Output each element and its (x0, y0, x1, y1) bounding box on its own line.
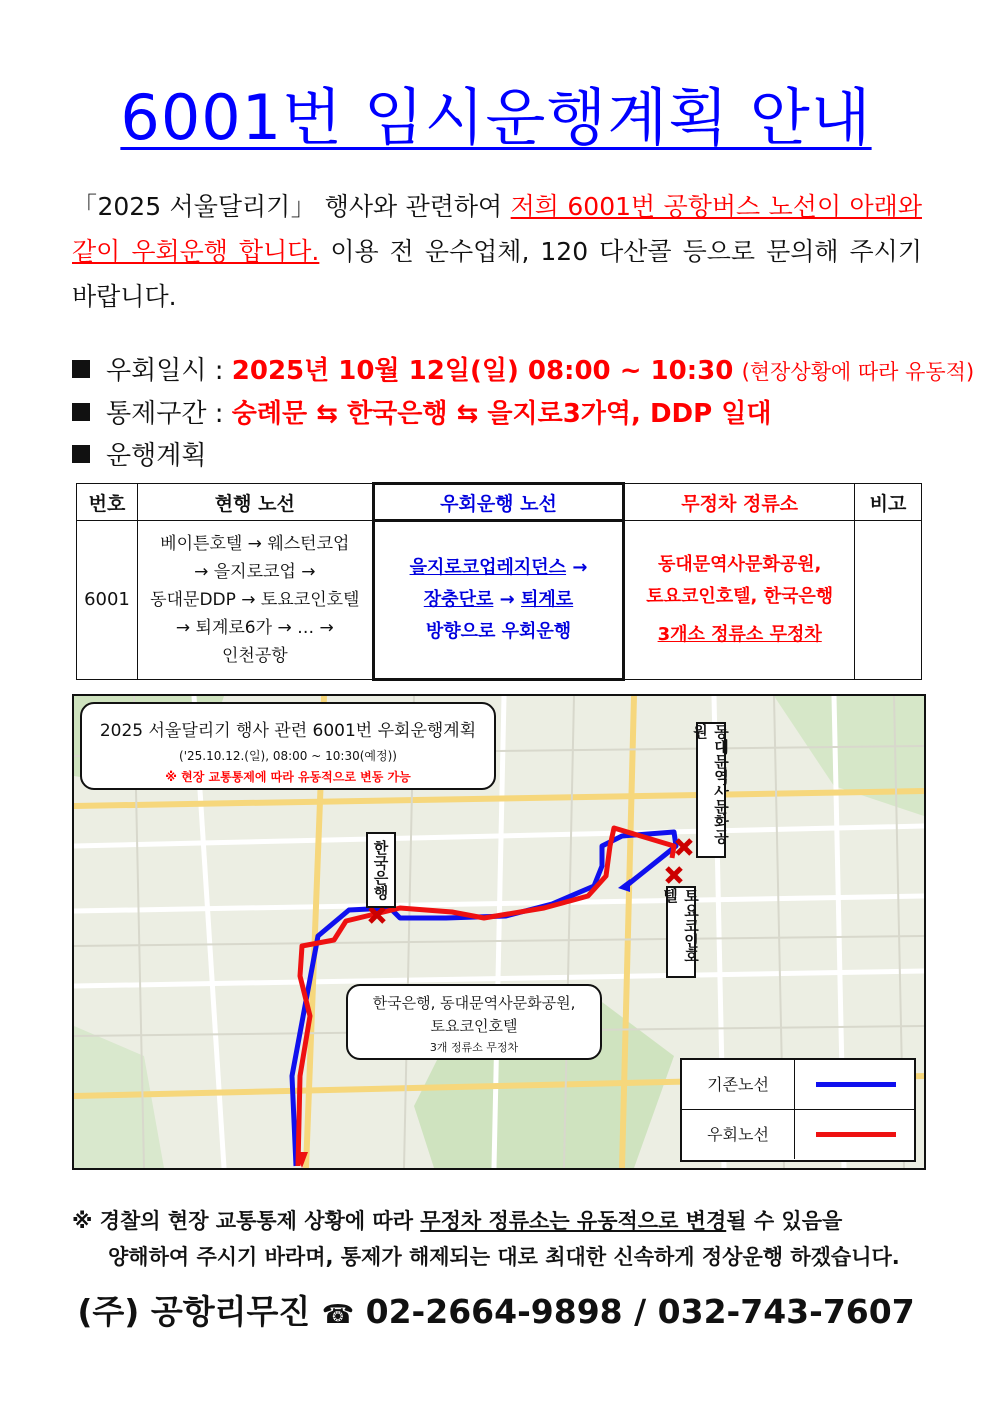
stops-line: 한국은행, 동대문역사문화공원, (372, 994, 576, 1012)
remarks-cell (855, 521, 922, 680)
label-toyoko: 토요코인호텔 (666, 886, 696, 978)
legend-existing-label: 기존노선 (682, 1060, 795, 1109)
intro-detour-notice: 저희 6001번 공항버스 노선이 아래와 같이 우회운행 합니다. (72, 192, 922, 266)
map-header-callout (80, 702, 496, 790)
legend-detour (682, 1110, 914, 1159)
label-bank: 한국은행 (366, 832, 396, 908)
map-header-warning: ※ 현장 교통통제에 따라 유동적으로 변동 가능 (165, 770, 411, 784)
control-section-value: 숭례문 ⇆ 한국은행 ⇆ 을지로3가역, DDP 일대 (231, 399, 772, 429)
footnote-mark: ※ (72, 1209, 93, 1233)
footnote (72, 1203, 922, 1275)
nonstop-stops (624, 521, 855, 680)
header-number: 번호 (77, 484, 138, 521)
current-route-line: 베이튼호텔 → 웨스턴코업 (160, 534, 350, 554)
contact-line (0, 1286, 992, 1333)
event-name: 「2025 서울달리기」 (72, 192, 317, 221)
stops-line: 토요코인호텔 (430, 1017, 518, 1035)
arrow: → (499, 589, 515, 610)
nonstop-line: 동대문역사문화공원, (658, 554, 822, 575)
intro-text-1: 행사와 관련하여 (324, 192, 503, 221)
legend-existing (682, 1060, 914, 1110)
colon: : (214, 356, 224, 386)
colon: : (214, 399, 224, 429)
footnote-text-d: 양해하여 주시기 바라며, 통제가 해제되는 대로 최대한 신속하게 정상운행 하겠습니다. (108, 1245, 900, 1269)
map-header-date: ('25.10.12.(일), 08:00 ~ 10:30(예정)) (179, 749, 397, 763)
footnote-text-c: 될 수 있음을 (726, 1209, 843, 1233)
map-legend (680, 1058, 916, 1162)
control-section-item (72, 393, 771, 430)
header-nonstop: 무정차 정류소 (624, 484, 855, 521)
table-header-row (77, 484, 922, 521)
nonstop-stops-callout (346, 984, 602, 1060)
bullet-square-icon (72, 360, 90, 378)
current-route-line: → 을지로코업 → (194, 562, 316, 582)
header-current-route: 현행 노선 (137, 484, 373, 521)
operation-plan-item (72, 435, 206, 472)
detour-route (373, 521, 624, 680)
route-map (72, 694, 926, 1170)
phone-icon: ☎ (321, 1300, 355, 1330)
current-route-line: → 퇴계로6가 → … → (175, 618, 334, 638)
detour-date-note: (현장상황에 따라 유동적) (741, 360, 975, 384)
detour-road-2: 퇴계로 (521, 589, 574, 610)
current-route-line: 동대문DDP → 토요코인호텔 (150, 590, 360, 610)
route-number: 6001 (77, 521, 138, 680)
company-name: (주) 공항리무진 (77, 1292, 311, 1331)
operation-plan-label: 운행계획 (106, 441, 207, 471)
control-section-label: 통제구간 (106, 399, 207, 429)
header-detour-route: 우회운행 노선 (373, 484, 624, 521)
detour-stop-1: 을지로코업레지던스 (409, 557, 567, 578)
nonstop-count: 3개소 정류소 무정차 (657, 624, 822, 645)
intro-text-2: 이용 전 운수업체, 120 다산콜 등으로 문의해 주시기 바랍니다. (72, 237, 922, 311)
footnote-nonstop-change: 무정차 정류소는 유동적으로 변경 (420, 1209, 727, 1233)
legend-detour-swatch (816, 1132, 896, 1137)
table-row (77, 521, 922, 680)
current-route (137, 521, 373, 680)
detour-date-item (72, 350, 974, 387)
footnote-text-a: 경찰의 현장 교통통제 상황에 따라 (99, 1209, 413, 1233)
header-remarks: 비고 (855, 484, 922, 521)
bullet-square-icon (72, 403, 90, 421)
nonstop-line: 토요코인호텔, 한국은행 (646, 586, 834, 607)
stops-count: 3개 정류소 무정차 (429, 1041, 519, 1054)
detour-road-1: 장충단로 (423, 589, 494, 610)
page-title: 6001번 임시운행계획 안내 (120, 81, 872, 154)
phone-numbers: 02-2664-9898 / 032-743-7607 (365, 1292, 915, 1331)
detour-direction: 방향으로 우회운행 (425, 621, 572, 642)
current-route-line: 인천공항 (221, 646, 288, 666)
legend-existing-swatch (816, 1082, 896, 1087)
bullet-square-icon (72, 445, 90, 463)
label-ddp: 동대문역사문화공원 (696, 722, 726, 858)
detour-date-label: 우회일시 (106, 356, 207, 386)
detour-date-value: 2025년 10월 12일(일) 08:00 ~ 10:30 (231, 356, 734, 386)
legend-detour-label: 우회노선 (682, 1110, 795, 1159)
operation-plan-table (76, 482, 922, 681)
intro-paragraph (72, 184, 922, 319)
arrow: → (572, 557, 588, 578)
map-header-title: 2025 서울달리기 행사 관련 6001번 우회운행계획 (99, 721, 477, 741)
